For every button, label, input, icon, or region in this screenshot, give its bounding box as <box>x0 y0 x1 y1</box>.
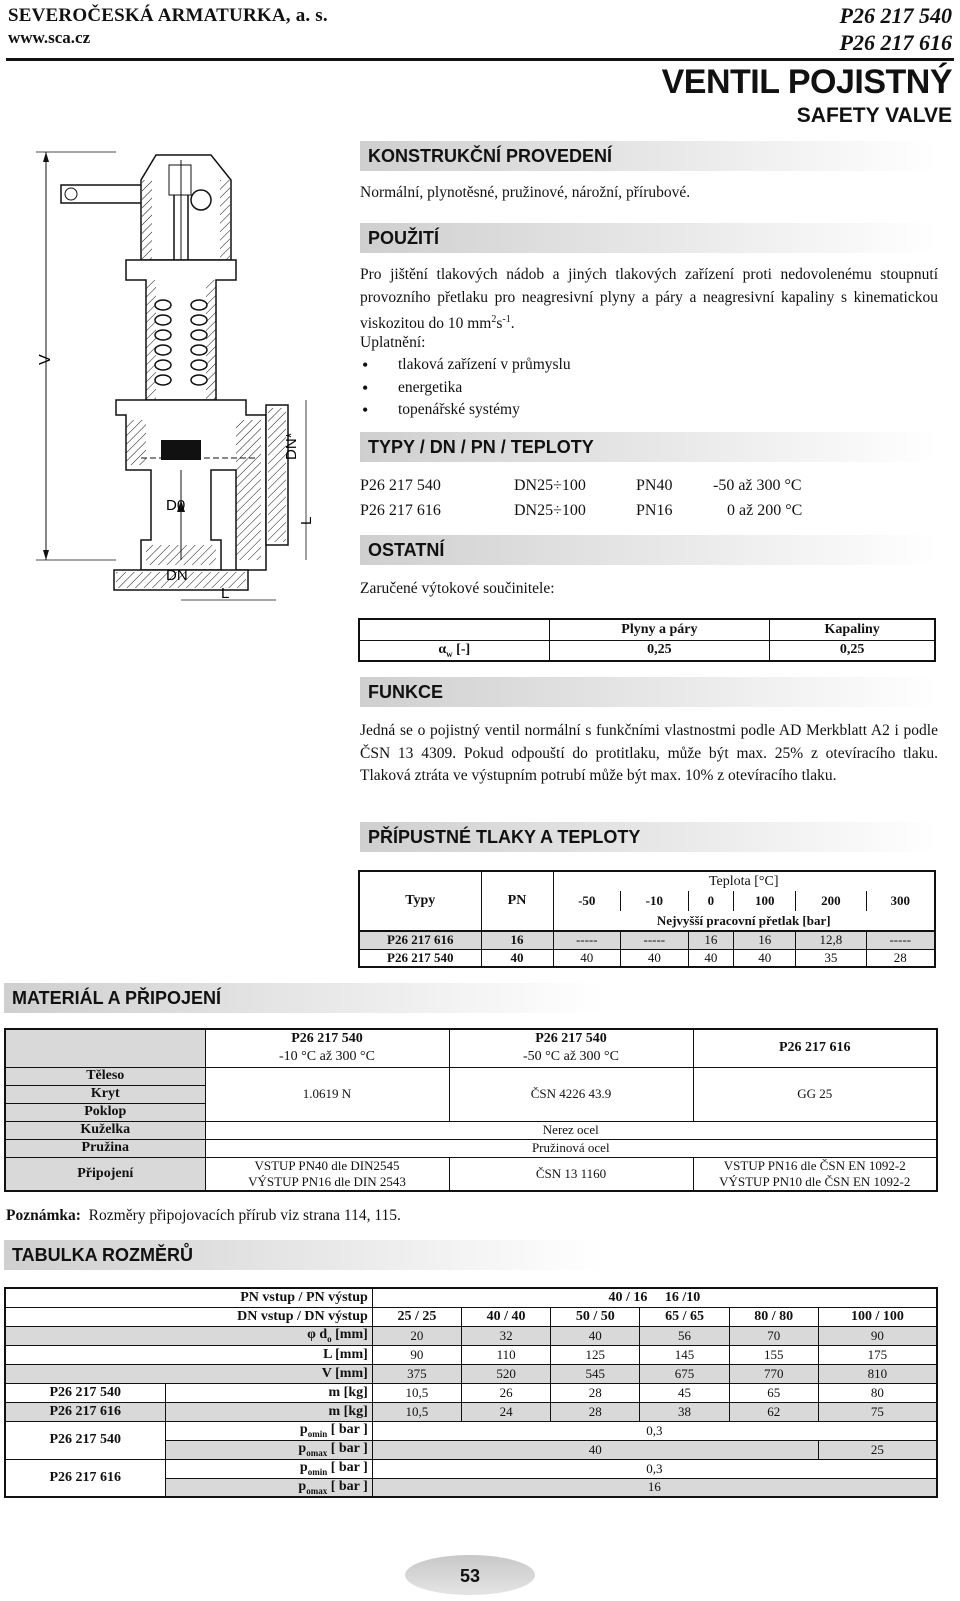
table-row <box>5 1288 937 1307</box>
material-pruzina: Pružinová ocel <box>205 1139 937 1157</box>
material-body-c3: GG 25 <box>693 1067 937 1121</box>
material-col2-line2: -50 °C až 300 °C <box>449 1048 693 1067</box>
typy-dn: DN25÷100 <box>514 502 586 519</box>
typy-type: P26 217 616 <box>360 502 441 519</box>
coef-col-gas: Plyny a páry <box>549 619 770 640</box>
dim-l-bottom-label: L <box>221 585 230 602</box>
section-material-title: MATERIÁL A PŘIPOJENÍ <box>4 983 604 1013</box>
temp-header: -50 <box>553 891 621 911</box>
konstrukce-text: Normální, plynotěsné, pružinové, nárožní, přírubové. <box>360 184 691 201</box>
typy-pn: PN16 <box>636 502 673 519</box>
material-table <box>4 1028 938 1192</box>
pouziti-text-part3: . <box>510 315 515 333</box>
coef-liquid-value: 0,25 <box>770 640 935 661</box>
table-row: Poklop <box>5 1103 937 1121</box>
list-item: • energetika <box>360 377 760 400</box>
dim-do-label: D0 <box>166 497 186 514</box>
pressure-label: Nejvyšší pracovní přetlak [bar] <box>553 911 935 931</box>
section-typy-title: TYPY / DN / PN / TEPLOTY <box>360 432 938 462</box>
typy-row-2 <box>360 499 938 523</box>
temp-header: 0 <box>688 891 734 911</box>
section-tlaky-title: PŘÍPUSTNÉ TLAKY A TEPLOTY <box>360 822 938 852</box>
typy-pn: PN40 <box>636 477 673 494</box>
temp-header: 100 <box>734 891 796 911</box>
material-col1-line1: P26 217 540 <box>205 1029 449 1048</box>
material-note <box>6 1205 401 1228</box>
coef-col-liquid: Kapaliny <box>770 619 935 640</box>
table-row: DN vstup / DN výstup 25 / 25 40 / 40 50 / 50 65 / 65 80 / 80 100 / 100 <box>5 1307 937 1326</box>
valve-drawing <box>6 140 346 610</box>
table-row: P26 217 540 $p_{omin}$ [ bar ] 0,3 <box>5 1421 937 1440</box>
table-row: Těleso 1.0619 N ČSN 4226 43.9 GG 25 <box>5 1067 937 1085</box>
table-row: Připojení VSTUP PN40 dle DIN2545 VÝSTUP PN16 dle DIN 2543 ČSN 13 1160 VSTUP PN16 dle ČSN EN 1092-2 VÝSTUP PN10 dle ČSN EN 1092-2 <box>5 1157 937 1191</box>
header-rule <box>6 58 954 61</box>
table-row: Kuželka Nerez ocel <box>5 1121 937 1139</box>
table-row: V [mm] 375 520 545 675 770 810 <box>5 1364 937 1383</box>
note-label: Poznámka: <box>6 1207 81 1224</box>
temp-header: 200 <box>796 891 866 911</box>
page-subtitle: SAFETY VALVE <box>796 104 952 127</box>
material-pripojeni-c3: VSTUP PN16 dle ČSN EN 1092-2 VÝSTUP PN10 dle ČSN EN 1092-2 <box>693 1157 937 1191</box>
table-row: P26 217 616 16 ----- ----- 16 16 12,8 ----- <box>359 931 935 949</box>
material-pripojeni-c1: VSTUP PN40 dle DIN2545 VÝSTUP PN16 dle DIN 2543 <box>205 1157 449 1191</box>
coefficients-table <box>358 618 936 662</box>
table-row: L [mm] 90 110 125 145 155 175 <box>5 1345 937 1364</box>
dim-l-right-label: L <box>298 516 315 525</box>
temp-header: 300 <box>866 891 935 911</box>
pouziti-text <box>360 264 938 336</box>
note-text: Rozměry připojovacích přírub viz strana 114, 115. <box>88 1207 401 1224</box>
section-funkce-title: FUNKCE <box>360 677 938 707</box>
table-row: $p_{omax}$ [ bar ] 16 <box>5 1478 937 1497</box>
coef-row-label: $\alpha_w$ [-] <box>359 640 549 661</box>
pressure-teplota-header: Teplota [°C] <box>553 871 935 891</box>
ostatni-text: Zaručené výtokové součinitele: <box>360 580 555 597</box>
product-code-2: P26 217 616 <box>839 30 952 55</box>
pressure-pn-header: PN <box>481 871 553 931</box>
pressure-table <box>358 870 936 968</box>
pouziti-sup1: 2 <box>491 314 497 325</box>
material-body-c1: 1.0619 N <box>205 1067 449 1121</box>
table-row: P26 217 540 40 40 40 40 40 35 28 <box>359 949 935 967</box>
dim-v-label: V <box>37 354 54 365</box>
product-code-1: P26 217 540 <box>839 3 952 28</box>
uplatneni-list <box>360 354 760 422</box>
dim-pn-label: PN vstup / PN výstup <box>5 1288 372 1307</box>
table-row: $p_{omax}$ [ bar ] 40 25 <box>5 1440 937 1459</box>
table-row: P26 217 616 m [kg] 10,5 24 28 38 62 75 <box>5 1402 937 1421</box>
material-body-c2: ČSN 4226 43.9 <box>449 1067 693 1121</box>
funkce-text: Jedná se o pojistný ventil normální s funkčními vlastnostmi podle AD Merkblatt A2 i podle ČSN 13 4309. Pokud odpouští do protitlaku, může být max. 25% z otevíracího tlaku. Tlaková ztráta ve výstupním potrubí může být max. 10% z otevíracího tlaku. <box>360 722 938 784</box>
table-row: Pružina Pružinová ocel <box>5 1139 937 1157</box>
coef-gas-value: 0,25 <box>549 640 770 661</box>
typy-type: P26 217 540 <box>360 477 441 494</box>
dimensions-table <box>4 1287 938 1498</box>
pressure-typy-header: Typy <box>359 871 481 931</box>
company-name: SEVEROČESKÁ ARMATURKA, a. s. <box>8 5 328 26</box>
material-kuzelka: Nerez ocel <box>205 1121 937 1139</box>
page-title: VENTIL POJISTNÝ <box>661 63 952 101</box>
section-rozmery-title: TABULKA ROZMĚRŮ <box>4 1240 604 1270</box>
pouziti-text-part2: s <box>496 315 503 333</box>
uplatneni-label: Uplatnění: <box>360 334 426 351</box>
material-col3: P26 217 616 <box>693 1029 937 1067</box>
section-pouziti-title: POUŽITÍ <box>360 223 938 253</box>
pouziti-text-part1: Pro jištění tlakových nádob a jiných tlakových zařízení proti nedovolenému stoupnutí provozního přetlaku pro neagresivní plyny a páry a neagresivní kapaliny s kinematickou viskozitou do 10 mm <box>360 266 938 333</box>
dim-dn-star-label: DN* <box>283 432 300 460</box>
material-pripojeni-c2: ČSN 13 1160 <box>449 1157 693 1191</box>
table-row: P26 217 616 $p_{omin}$ [ bar ] 0,3 <box>5 1459 937 1478</box>
dim-dn-label: DN vstup / DN výstup <box>5 1307 372 1326</box>
typy-temp: -50 až 300 °C <box>713 477 802 494</box>
list-item: • topenářské systémy <box>360 399 760 422</box>
website: www.sca.cz <box>8 28 91 47</box>
typy-row-1 <box>360 474 938 498</box>
temp-header: -10 <box>621 891 689 911</box>
section-konstrukce-title: KONSTRUKČNÍ PROVEDENÍ <box>360 141 938 171</box>
pouziti-sup2: -1 <box>502 314 511 325</box>
table-row: Kryt <box>5 1085 937 1103</box>
typy-dn: DN25÷100 <box>514 477 586 494</box>
table-row: P26 217 540 m [kg] 10,5 26 28 45 65 80 <box>5 1383 937 1402</box>
dim-pn-value: 40 / 16 16 /10 <box>372 1288 937 1307</box>
material-col2-line1: P26 217 540 <box>449 1029 693 1048</box>
table-row: φ $d_o$ [mm] 20 32 40 56 70 90 <box>5 1326 937 1345</box>
dim-dn-label: DN <box>166 567 188 584</box>
material-col1-line2: -10 °C až 300 °C <box>205 1048 449 1067</box>
page-number: 53 <box>405 1555 535 1595</box>
typy-temp: 0 až 200 °C <box>727 502 803 519</box>
section-ostatni-title: OSTATNÍ <box>360 535 938 565</box>
list-item: • tlaková zařízení v průmyslu <box>360 354 760 377</box>
